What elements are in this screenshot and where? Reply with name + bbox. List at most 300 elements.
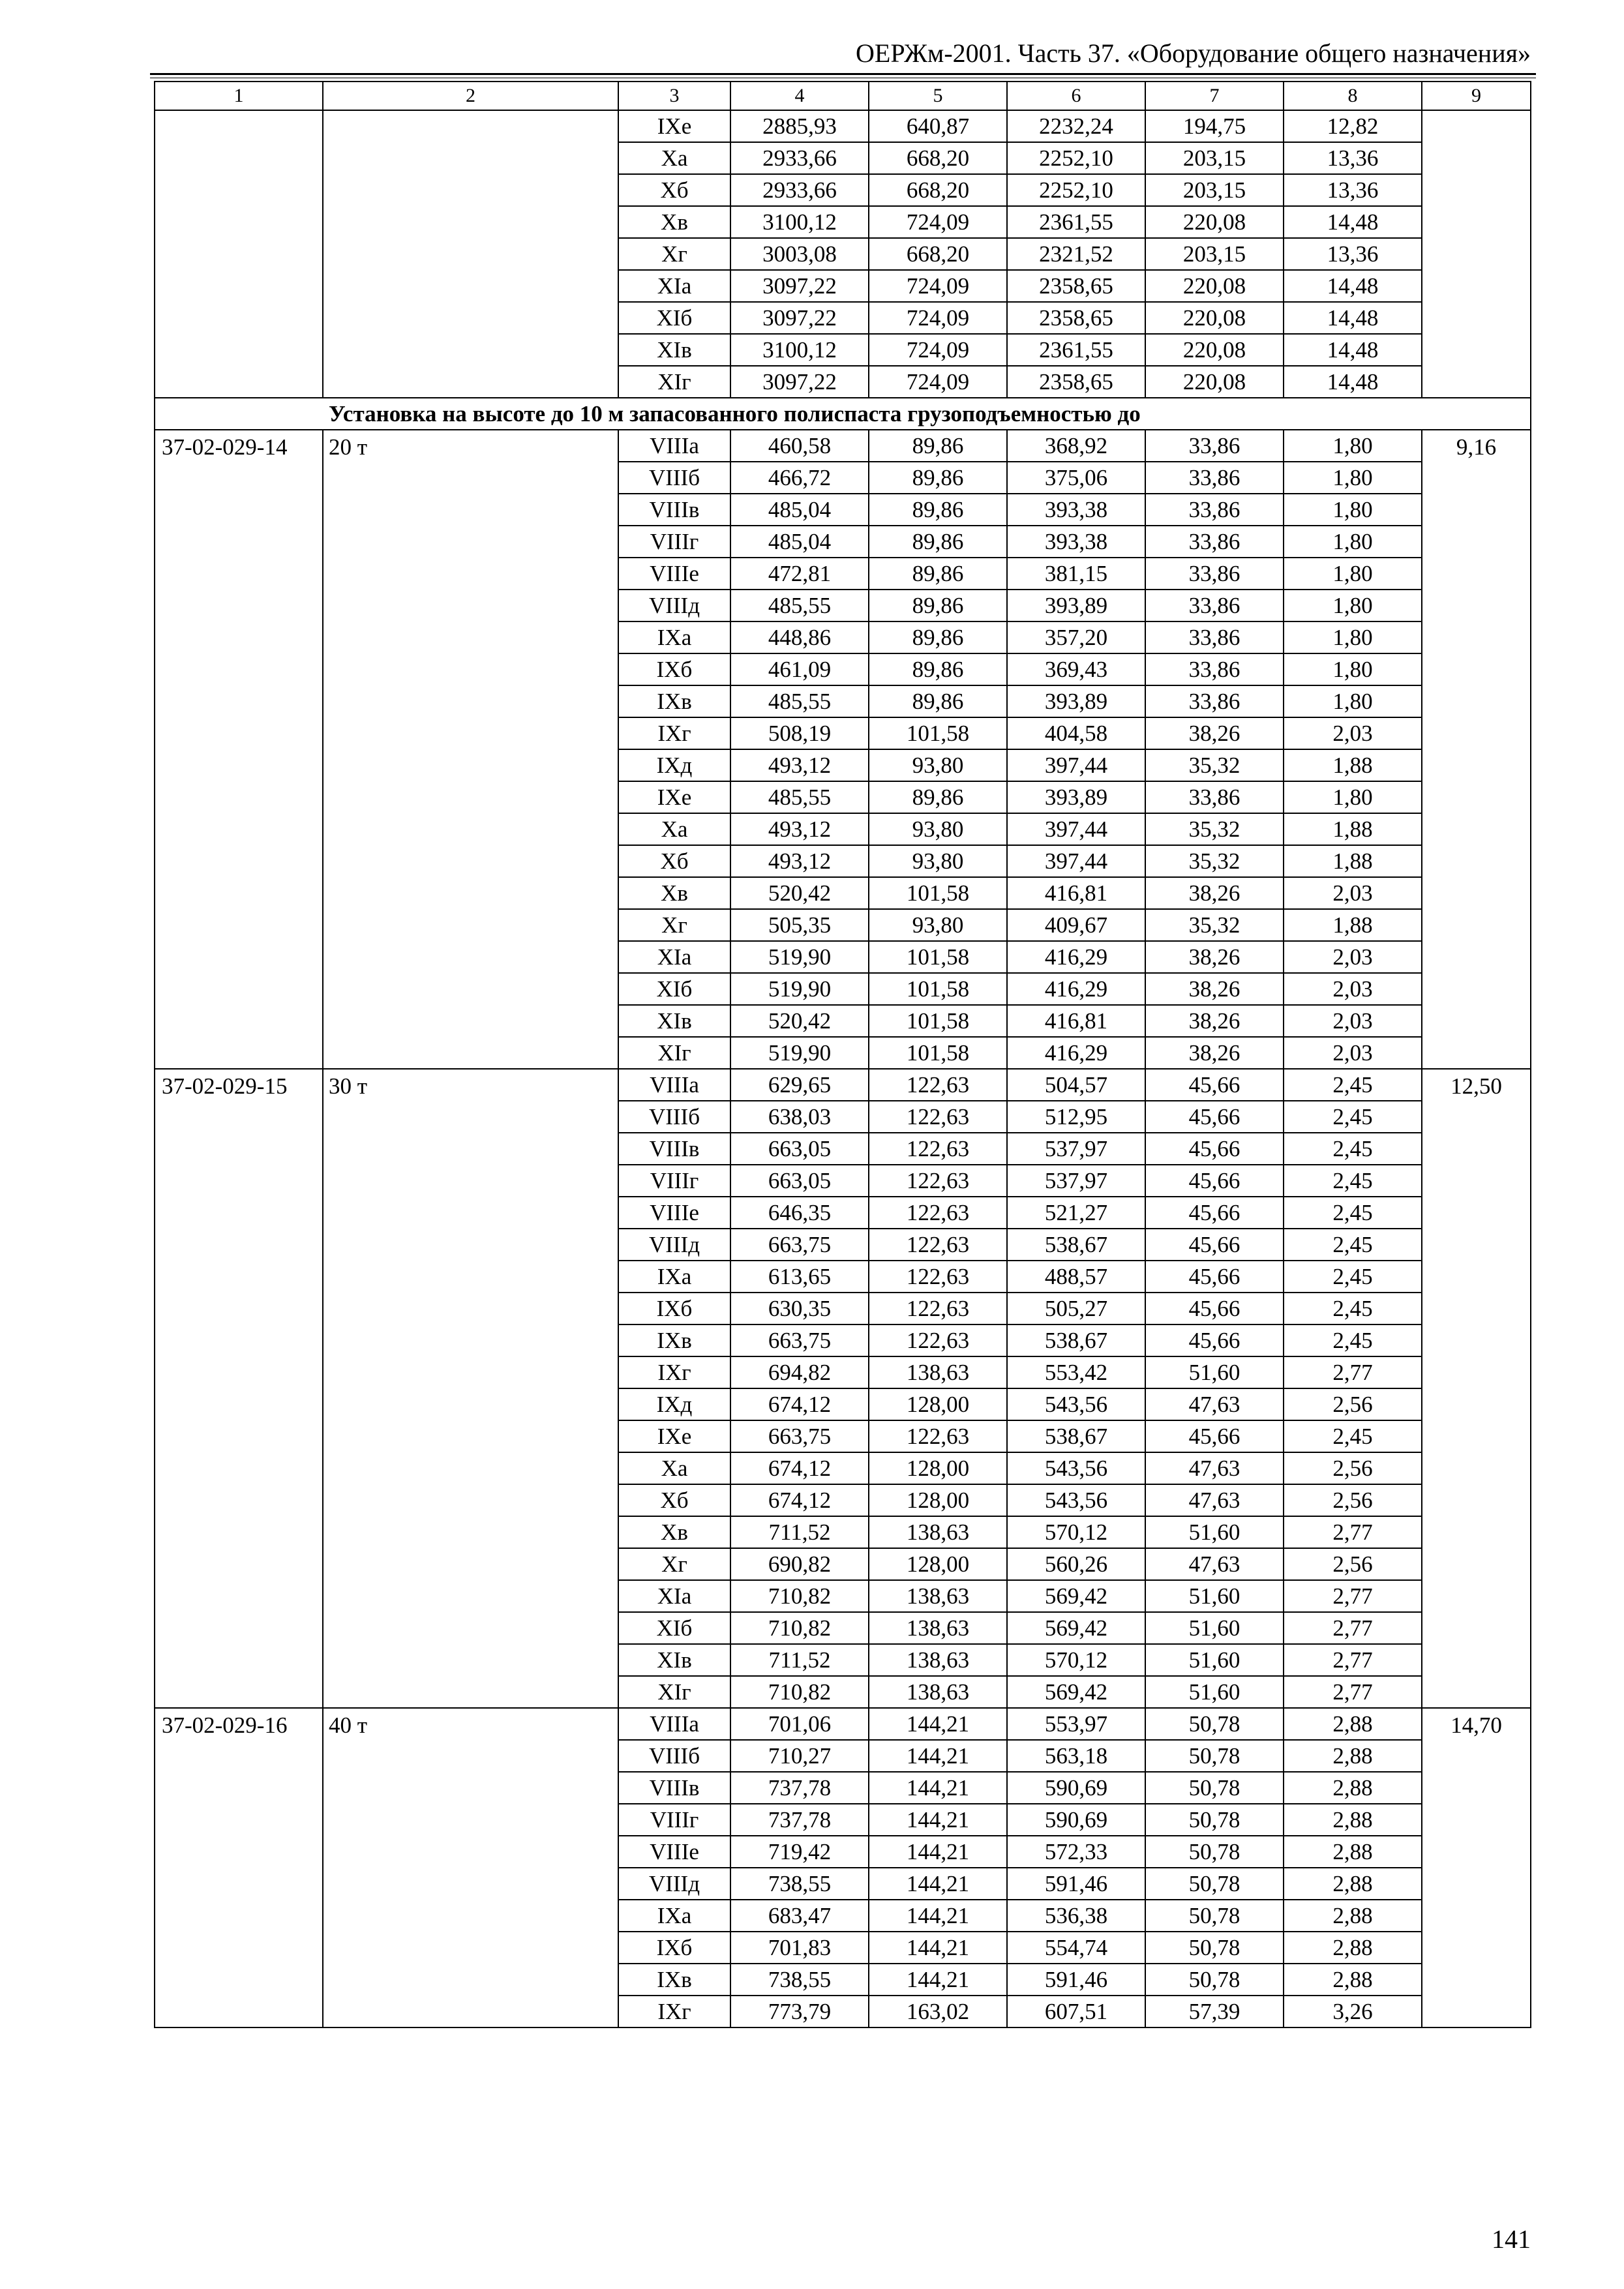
value-cell: XIб xyxy=(618,973,730,1005)
value-cell: 710,82 xyxy=(730,1612,869,1644)
value-cell: 404,58 xyxy=(1007,717,1145,749)
value-cell: 738,55 xyxy=(730,1964,869,1996)
value-cell: 504,57 xyxy=(1007,1069,1145,1101)
value-cell: 57,39 xyxy=(1145,1996,1284,2027)
value-cell: 710,82 xyxy=(730,1676,869,1708)
value-cell: 38,26 xyxy=(1145,877,1284,909)
value-cell: 2,45 xyxy=(1284,1261,1422,1293)
value-cell: 50,78 xyxy=(1145,1804,1284,1836)
value-cell: 630,35 xyxy=(730,1293,869,1324)
value-cell: 138,63 xyxy=(869,1580,1007,1612)
value-cell: IXб xyxy=(618,1293,730,1324)
value-cell: 51,60 xyxy=(1145,1516,1284,1548)
value-cell: 1,80 xyxy=(1284,558,1422,590)
col9-value: 9,16 xyxy=(1422,430,1531,1069)
value-cell: 128,00 xyxy=(869,1548,1007,1580)
value-cell: 89,86 xyxy=(869,462,1007,494)
value-cell: 690,82 xyxy=(730,1548,869,1580)
column-number-cell: 3 xyxy=(618,82,730,110)
value-cell: 416,29 xyxy=(1007,973,1145,1005)
name-cell xyxy=(323,110,618,398)
value-cell: 3097,22 xyxy=(730,366,869,398)
value-cell: 33,86 xyxy=(1145,653,1284,685)
value-cell: 14,48 xyxy=(1284,206,1422,238)
value-cell: 89,86 xyxy=(869,781,1007,813)
value-cell: 638,03 xyxy=(730,1101,869,1133)
value-cell: 694,82 xyxy=(730,1356,869,1388)
value-cell: 3,26 xyxy=(1284,1996,1422,2027)
value-cell: 1,80 xyxy=(1284,781,1422,813)
value-cell: 2,45 xyxy=(1284,1101,1422,1133)
value-cell: 89,86 xyxy=(869,621,1007,653)
value-cell: 2,88 xyxy=(1284,1836,1422,1868)
value-cell: 89,86 xyxy=(869,526,1007,558)
value-cell: 128,00 xyxy=(869,1388,1007,1420)
value-cell: 2,88 xyxy=(1284,1964,1422,1996)
value-cell: 1,88 xyxy=(1284,909,1422,941)
value-cell: 646,35 xyxy=(730,1197,869,1229)
value-cell: 416,29 xyxy=(1007,1037,1145,1069)
value-cell: 138,63 xyxy=(869,1516,1007,1548)
value-cell: 203,15 xyxy=(1145,238,1284,270)
value-cell: 668,20 xyxy=(869,238,1007,270)
value-cell: IXв xyxy=(618,685,730,717)
value-cell: 416,81 xyxy=(1007,877,1145,909)
value-cell: 591,46 xyxy=(1007,1868,1145,1900)
value-cell: 144,21 xyxy=(869,1740,1007,1772)
value-cell: 101,58 xyxy=(869,941,1007,973)
value-cell: 50,78 xyxy=(1145,1932,1284,1964)
value-cell: 737,78 xyxy=(730,1772,869,1804)
value-cell: VIIIв xyxy=(618,1772,730,1804)
value-cell: XIв xyxy=(618,1644,730,1676)
column-number-cell: 2 xyxy=(323,82,618,110)
value-cell: XIг xyxy=(618,1676,730,1708)
column-number-cell: 1 xyxy=(155,82,323,110)
value-cell: VIIIг xyxy=(618,1804,730,1836)
value-cell: 508,19 xyxy=(730,717,869,749)
value-cell: 45,66 xyxy=(1145,1420,1284,1452)
value-cell: 38,26 xyxy=(1145,941,1284,973)
value-cell: 393,89 xyxy=(1007,590,1145,621)
value-cell: 122,63 xyxy=(869,1101,1007,1133)
value-cell: VIIIд xyxy=(618,1868,730,1900)
value-cell: Xб xyxy=(618,1484,730,1516)
value-cell: 537,97 xyxy=(1007,1165,1145,1197)
value-cell: 710,82 xyxy=(730,1580,869,1612)
table-row xyxy=(155,1069,1531,1101)
value-cell: 2,56 xyxy=(1284,1548,1422,1580)
value-cell: 45,66 xyxy=(1145,1101,1284,1133)
value-cell: 519,90 xyxy=(730,1037,869,1069)
value-cell: 674,12 xyxy=(730,1484,869,1516)
value-cell: VIIIг xyxy=(618,1165,730,1197)
value-cell: 33,86 xyxy=(1145,526,1284,558)
value-cell: 13,36 xyxy=(1284,174,1422,206)
value-cell: 89,86 xyxy=(869,590,1007,621)
value-cell: IXа xyxy=(618,1900,730,1932)
value-cell: 2,77 xyxy=(1284,1612,1422,1644)
value-cell: VIIIа xyxy=(618,1069,730,1101)
value-cell: 13,36 xyxy=(1284,142,1422,174)
value-cell: 144,21 xyxy=(869,1836,1007,1868)
value-cell: VIIIе xyxy=(618,1836,730,1868)
value-cell: 93,80 xyxy=(869,909,1007,941)
value-cell: 554,74 xyxy=(1007,1932,1145,1964)
value-cell: 724,09 xyxy=(869,334,1007,366)
value-cell: 1,80 xyxy=(1284,590,1422,621)
value-cell: 38,26 xyxy=(1145,717,1284,749)
value-cell: 416,81 xyxy=(1007,1005,1145,1037)
value-cell: VIIIв xyxy=(618,1133,730,1165)
value-cell: 144,21 xyxy=(869,1772,1007,1804)
value-cell: 663,75 xyxy=(730,1324,869,1356)
value-cell: 50,78 xyxy=(1145,1836,1284,1868)
value-cell: 538,67 xyxy=(1007,1324,1145,1356)
value-cell: 14,48 xyxy=(1284,270,1422,302)
value-cell: 519,90 xyxy=(730,941,869,973)
value-cell: 2,45 xyxy=(1284,1420,1422,1452)
value-cell: 485,55 xyxy=(730,781,869,813)
value-cell: XIг xyxy=(618,366,730,398)
value-cell: 50,78 xyxy=(1145,1740,1284,1772)
value-cell: 51,60 xyxy=(1145,1676,1284,1708)
value-cell: 122,63 xyxy=(869,1293,1007,1324)
value-cell: 122,63 xyxy=(869,1197,1007,1229)
value-cell: XIг xyxy=(618,1037,730,1069)
value-cell: 2,88 xyxy=(1284,1772,1422,1804)
col9-cell xyxy=(1422,110,1531,398)
value-cell: Xв xyxy=(618,1516,730,1548)
value-cell: 663,05 xyxy=(730,1133,869,1165)
column-number-cell: 4 xyxy=(730,82,869,110)
value-cell: XIб xyxy=(618,1612,730,1644)
value-cell: 144,21 xyxy=(869,1868,1007,1900)
value-cell: 2232,24 xyxy=(1007,110,1145,142)
value-cell: 122,63 xyxy=(869,1133,1007,1165)
value-cell: Xб xyxy=(618,174,730,206)
value-cell: 89,86 xyxy=(869,494,1007,526)
value-cell: 122,63 xyxy=(869,1324,1007,1356)
value-cell: 35,32 xyxy=(1145,845,1284,877)
value-cell: 668,20 xyxy=(869,142,1007,174)
value-cell: 3100,12 xyxy=(730,206,869,238)
value-cell: 2,45 xyxy=(1284,1229,1422,1261)
value-cell: 2,77 xyxy=(1284,1580,1422,1612)
value-cell: 543,56 xyxy=(1007,1388,1145,1420)
value-cell: 2361,55 xyxy=(1007,334,1145,366)
value-cell: 45,66 xyxy=(1145,1261,1284,1293)
value-cell: 122,63 xyxy=(869,1261,1007,1293)
value-cell: 719,42 xyxy=(730,1836,869,1868)
value-cell: IXг xyxy=(618,1356,730,1388)
value-cell: Xв xyxy=(618,206,730,238)
value-cell: 505,27 xyxy=(1007,1293,1145,1324)
value-cell: 35,32 xyxy=(1145,813,1284,845)
value-cell: 2,88 xyxy=(1284,1708,1422,1740)
value-cell: 369,43 xyxy=(1007,653,1145,685)
value-cell: 122,63 xyxy=(869,1420,1007,1452)
page-header: ОЕРЖм-2001. Часть 37. «Оборудование общего назначения» xyxy=(856,38,1531,68)
value-cell: 674,12 xyxy=(730,1452,869,1484)
value-cell: 1,80 xyxy=(1284,462,1422,494)
value-cell: 220,08 xyxy=(1145,206,1284,238)
value-cell: 2,77 xyxy=(1284,1356,1422,1388)
value-cell: IXд xyxy=(618,1388,730,1420)
value-cell: 668,20 xyxy=(869,174,1007,206)
value-cell: 724,09 xyxy=(869,206,1007,238)
value-cell: 488,57 xyxy=(1007,1261,1145,1293)
value-cell: 485,04 xyxy=(730,526,869,558)
rate-code: 37-02-029-15 xyxy=(155,1069,323,1708)
value-cell: 45,66 xyxy=(1145,1229,1284,1261)
value-cell: 138,63 xyxy=(869,1676,1007,1708)
value-cell: 416,29 xyxy=(1007,941,1145,973)
section-title-row xyxy=(155,398,1531,430)
value-cell: 738,55 xyxy=(730,1868,869,1900)
value-cell: 35,32 xyxy=(1145,909,1284,941)
col9-value: 12,50 xyxy=(1422,1069,1531,1708)
value-cell: 128,00 xyxy=(869,1484,1007,1516)
value-cell: 724,09 xyxy=(869,366,1007,398)
value-cell: 512,95 xyxy=(1007,1101,1145,1133)
value-cell: 397,44 xyxy=(1007,813,1145,845)
rate-code: 37-02-029-14 xyxy=(155,430,323,1069)
value-cell: 38,26 xyxy=(1145,1037,1284,1069)
value-cell: 122,63 xyxy=(869,1069,1007,1101)
value-cell: 89,86 xyxy=(869,430,1007,462)
value-cell: IXб xyxy=(618,653,730,685)
value-cell: IXг xyxy=(618,1996,730,2027)
value-cell: 397,44 xyxy=(1007,749,1145,781)
value-cell: 2252,10 xyxy=(1007,142,1145,174)
value-cell: VIIIб xyxy=(618,1101,730,1133)
value-cell: Xг xyxy=(618,909,730,941)
value-cell: 128,00 xyxy=(869,1452,1007,1484)
value-cell: 47,63 xyxy=(1145,1548,1284,1580)
value-cell: VIIIг xyxy=(618,526,730,558)
value-cell: 570,12 xyxy=(1007,1516,1145,1548)
value-cell: 51,60 xyxy=(1145,1356,1284,1388)
value-cell: 3100,12 xyxy=(730,334,869,366)
rate-code: 37-02-029-16 xyxy=(155,1708,323,2027)
value-cell: 1,80 xyxy=(1284,621,1422,653)
value-cell: 122,63 xyxy=(869,1229,1007,1261)
value-cell: 2,03 xyxy=(1284,1005,1422,1037)
value-cell: 89,86 xyxy=(869,558,1007,590)
value-cell: XIа xyxy=(618,1580,730,1612)
value-cell: 45,66 xyxy=(1145,1069,1284,1101)
value-cell: 45,66 xyxy=(1145,1133,1284,1165)
value-cell: VIIIа xyxy=(618,430,730,462)
value-cell: 51,60 xyxy=(1145,1644,1284,1676)
value-cell: 701,06 xyxy=(730,1708,869,1740)
value-cell: 1,80 xyxy=(1284,685,1422,717)
value-cell: 357,20 xyxy=(1007,621,1145,653)
value-cell: 203,15 xyxy=(1145,142,1284,174)
value-cell: 683,47 xyxy=(730,1900,869,1932)
value-cell: 590,69 xyxy=(1007,1772,1145,1804)
value-cell: 2,45 xyxy=(1284,1069,1422,1101)
value-cell: Xб xyxy=(618,845,730,877)
value-cell: 2358,65 xyxy=(1007,366,1145,398)
value-cell: 2,45 xyxy=(1284,1324,1422,1356)
value-cell: 537,97 xyxy=(1007,1133,1145,1165)
value-cell: XIа xyxy=(618,270,730,302)
column-number-cell: 7 xyxy=(1145,82,1284,110)
value-cell: 1,88 xyxy=(1284,749,1422,781)
value-cell: 2,03 xyxy=(1284,717,1422,749)
value-cell: 13,36 xyxy=(1284,238,1422,270)
value-cell: 93,80 xyxy=(869,813,1007,845)
value-cell: 1,80 xyxy=(1284,494,1422,526)
page-number: 141 xyxy=(1492,2224,1531,2254)
value-cell: 45,66 xyxy=(1145,1324,1284,1356)
column-number-cell: 6 xyxy=(1007,82,1145,110)
value-cell: 89,86 xyxy=(869,685,1007,717)
rates-table xyxy=(154,81,1531,2028)
table-row xyxy=(155,430,1531,462)
value-cell: 220,08 xyxy=(1145,334,1284,366)
value-cell: 711,52 xyxy=(730,1644,869,1676)
column-number-cell: 5 xyxy=(869,82,1007,110)
value-cell: 101,58 xyxy=(869,973,1007,1005)
value-cell: 12,82 xyxy=(1284,110,1422,142)
value-cell: 1,88 xyxy=(1284,845,1422,877)
value-cell: 33,86 xyxy=(1145,781,1284,813)
value-cell: 50,78 xyxy=(1145,1868,1284,1900)
value-cell: Xв xyxy=(618,877,730,909)
value-cell: 493,12 xyxy=(730,845,869,877)
rate-name: 40 т xyxy=(323,1708,618,2027)
value-cell: 50,78 xyxy=(1145,1708,1284,1740)
value-cell: 543,56 xyxy=(1007,1484,1145,1516)
value-cell: 51,60 xyxy=(1145,1612,1284,1644)
value-cell: XIа xyxy=(618,941,730,973)
value-cell: 461,09 xyxy=(730,653,869,685)
value-cell: 2,88 xyxy=(1284,1932,1422,1964)
value-cell: 14,48 xyxy=(1284,366,1422,398)
value-cell: 50,78 xyxy=(1145,1900,1284,1932)
value-cell: 2885,93 xyxy=(730,110,869,142)
value-cell: 3097,22 xyxy=(730,302,869,334)
value-cell: 163,02 xyxy=(869,1996,1007,2027)
value-cell: IXб xyxy=(618,1932,730,1964)
col9-value: 14,70 xyxy=(1422,1708,1531,2027)
value-cell: 33,86 xyxy=(1145,430,1284,462)
value-cell: 101,58 xyxy=(869,1037,1007,1069)
value-cell: 663,75 xyxy=(730,1229,869,1261)
value-cell: 485,04 xyxy=(730,494,869,526)
value-cell: 2,56 xyxy=(1284,1388,1422,1420)
value-cell: IXв xyxy=(618,1324,730,1356)
value-cell: 569,42 xyxy=(1007,1612,1145,1644)
value-cell: 38,26 xyxy=(1145,973,1284,1005)
value-cell: 2358,65 xyxy=(1007,302,1145,334)
value-cell: IXд xyxy=(618,749,730,781)
value-cell: 724,09 xyxy=(869,302,1007,334)
value-cell: Xг xyxy=(618,238,730,270)
value-cell: 773,79 xyxy=(730,1996,869,2027)
value-cell: 2,88 xyxy=(1284,1740,1422,1772)
value-cell: 397,44 xyxy=(1007,845,1145,877)
value-cell: 50,78 xyxy=(1145,1772,1284,1804)
value-cell: 2,45 xyxy=(1284,1293,1422,1324)
value-cell: XIб xyxy=(618,302,730,334)
value-cell: 144,21 xyxy=(869,1964,1007,1996)
value-cell: 493,12 xyxy=(730,813,869,845)
value-cell: 409,67 xyxy=(1007,909,1145,941)
value-cell: 538,67 xyxy=(1007,1420,1145,1452)
value-cell: 543,56 xyxy=(1007,1452,1145,1484)
code-cell xyxy=(155,110,323,398)
value-cell: VIIIд xyxy=(618,1229,730,1261)
rate-name: 20 т xyxy=(323,430,618,1069)
value-cell: 538,67 xyxy=(1007,1229,1145,1261)
table-row xyxy=(155,110,1531,142)
value-cell: VIIIб xyxy=(618,462,730,494)
value-cell: 3003,08 xyxy=(730,238,869,270)
value-cell: 1,80 xyxy=(1284,653,1422,685)
header-rule-thick xyxy=(150,73,1536,75)
value-cell: 2,56 xyxy=(1284,1484,1422,1516)
value-cell: 674,12 xyxy=(730,1388,869,1420)
value-cell: 2,03 xyxy=(1284,941,1422,973)
value-cell: 485,55 xyxy=(730,590,869,621)
value-cell: 122,63 xyxy=(869,1165,1007,1197)
value-cell: 33,86 xyxy=(1145,558,1284,590)
section-title: Установка на высоте до 10 м запасованного полиспаста грузоподъемностью до xyxy=(155,398,1531,430)
value-cell: IXе xyxy=(618,1420,730,1452)
value-cell: 393,89 xyxy=(1007,781,1145,813)
value-cell: 194,75 xyxy=(1145,110,1284,142)
value-cell: 138,63 xyxy=(869,1612,1007,1644)
value-cell: 33,86 xyxy=(1145,621,1284,653)
value-cell: 47,63 xyxy=(1145,1452,1284,1484)
value-cell: 590,69 xyxy=(1007,1804,1145,1836)
value-cell: 2,45 xyxy=(1284,1197,1422,1229)
value-cell: 2,45 xyxy=(1284,1133,1422,1165)
value-cell: 520,42 xyxy=(730,877,869,909)
value-cell: 493,12 xyxy=(730,749,869,781)
value-cell: 2,77 xyxy=(1284,1676,1422,1708)
value-cell: Xа xyxy=(618,142,730,174)
value-cell: 3097,22 xyxy=(730,270,869,302)
value-cell: 591,46 xyxy=(1007,1964,1145,1996)
value-cell: 381,15 xyxy=(1007,558,1145,590)
value-cell: 50,78 xyxy=(1145,1964,1284,1996)
value-cell: 35,32 xyxy=(1145,749,1284,781)
value-cell: 33,86 xyxy=(1145,685,1284,717)
value-cell: 2,03 xyxy=(1284,1037,1422,1069)
value-cell: Xг xyxy=(618,1548,730,1580)
value-cell: 701,83 xyxy=(730,1932,869,1964)
value-cell: 375,06 xyxy=(1007,462,1145,494)
value-cell: IXв xyxy=(618,1964,730,1996)
value-cell: 2,77 xyxy=(1284,1644,1422,1676)
value-cell: 101,58 xyxy=(869,877,1007,909)
value-cell: XIв xyxy=(618,1005,730,1037)
value-cell: VIIIв xyxy=(618,494,730,526)
value-cell: 553,42 xyxy=(1007,1356,1145,1388)
value-cell: 45,66 xyxy=(1145,1165,1284,1197)
value-cell: 14,48 xyxy=(1284,302,1422,334)
value-cell: 47,63 xyxy=(1145,1388,1284,1420)
value-cell: 1,80 xyxy=(1284,526,1422,558)
value-cell: 2933,66 xyxy=(730,174,869,206)
value-cell: 2321,52 xyxy=(1007,238,1145,270)
value-cell: 1,88 xyxy=(1284,813,1422,845)
